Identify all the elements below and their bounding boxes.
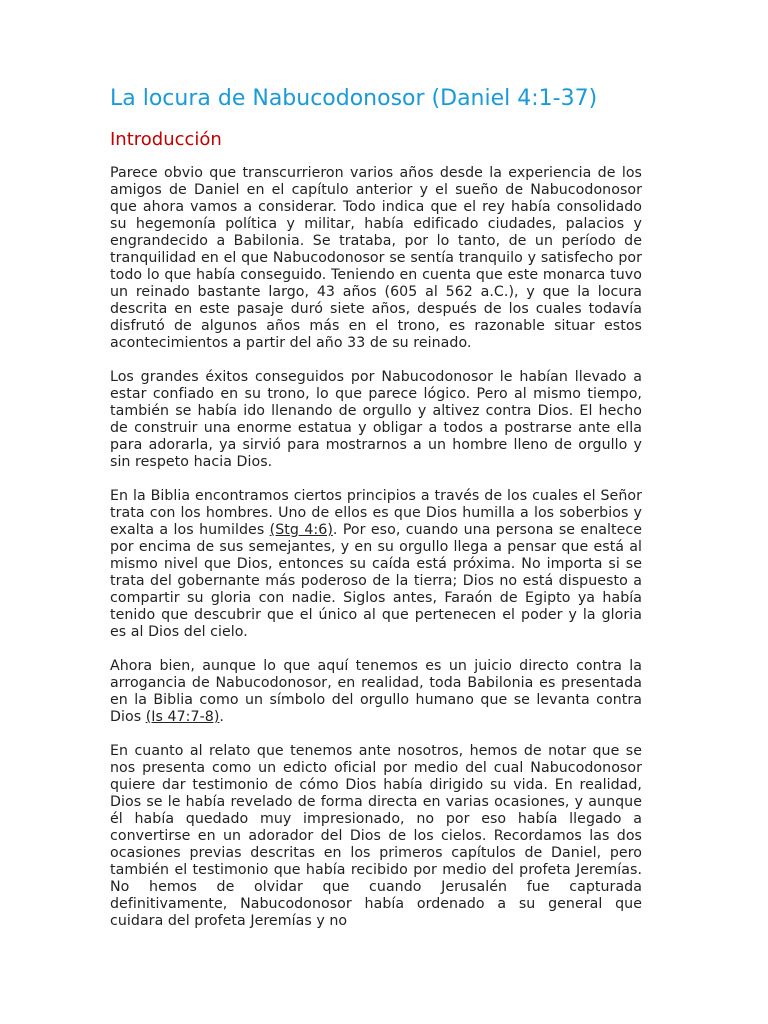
document-page [110, 84, 642, 947]
paragraph-4 [110, 658, 642, 726]
paragraph-2: Los grandes éxitos conseguidos por Nabucodonosor le habían llevado a estar confiado en su trono, lo que parece lógico. Pero al mismo tiempo, también se había ido llenando de orgullo y altivez contra Dios. El hecho de construir una enorme estatua y obligar a todos a postrarse ante ella para adorarla, ya sirvió para mostrarnos a un hombre lleno de orgullo y sin respeto hacia Dios. [110, 369, 642, 470]
paragraph-1: Parece obvio que transcurrieron varios años desde la experiencia de los amigos de Daniel en el capítulo anterior y el sueño de Nabucodonosor que ahora vamos a considerar. Todo indica que el rey había consolidado su hegemonía política y militar, había edificado ciudades, palacios y engrandecido a Babilonia. Se trataba, por lo tanto, de un período de tranquilidad en el que Nabucodonosor se sentía tranquilo y satisfecho por todo lo que había conseguido. Teniendo en cuenta que este monarca tuvo un reinado bastante largo, 43 años (605 al 562 a.C.), y que la locura descrita en este pasaje duró siete años, después de los cuales todavía disfrutó de algunos años más en el trono, es razonable situar estos acontecimientos a partir del año 33 de su reinado. [110, 165, 642, 351]
paragraph-3 [110, 488, 642, 641]
scripture-link-stg-4-6[interactable]: (Stg 4:6) [269, 522, 333, 538]
paragraph-4-text-after: . [219, 709, 224, 725]
page-title: La locura de Nabucodonosor (Daniel 4:1-37) [110, 86, 598, 111]
paragraph-3-text-after: . Por eso, cuando una persona se enaltece por encima de sus semejantes, y en su orgullo llega a pensar que está al mismo nivel que Dios, entonces su caída está próxima. No importa si se trata del gobernante más poderoso de la tierra; Dios no está dispuesto a compartir su gloria con nadie. Siglos antes, Faraón de Egipto ya había tenido que descubrir que el único al que pertenecen el poder y la gloria es al Dios del cielo. [110, 522, 643, 640]
paragraph-3-text-before: En la Biblia encontramos ciertos principios a través de los cuales el Señor trata con los hombres. Uno de ellos es que Dios humilla a los soberbios y exalta a los humildes [110, 488, 642, 538]
scripture-link-is-47-7-8[interactable]: (Is 47:7-8) [145, 709, 220, 725]
section-heading-introduccion: Introducción [110, 129, 222, 150]
paragraph-4-text-before: Ahora bien, aunque lo que aquí tenemos es un juicio directo contra la arrogancia de Nabucodonosor, en realidad, toda Babilonia es presentada en la Biblia como un símbolo del orgullo humano que se levanta contra Dios [110, 658, 642, 725]
paragraph-5: En cuanto al relato que tenemos ante nosotros, hemos de notar que se nos presenta como un edicto oficial por medio del cual Nabucodonosor quiere dar testimonio de cómo Dios había dirigido su vida. En realidad, Dios se le había revelado de forma directa en varias ocasiones, y aunque él había quedado muy impresionado, no por eso había llegado a convertirse en un adorador del Dios de los cielos. Recordamos las dos ocasiones previas descritas en los primeros capítulos de Daniel, pero también el testimonio que había recibido por medio del profeta Jeremías. No hemos de olvidar que cuando Jerusalén fue capturada definitivamente, Nabucodonosor había ordenado a su general que cuidara del profeta Jeremías y no [110, 743, 642, 929]
